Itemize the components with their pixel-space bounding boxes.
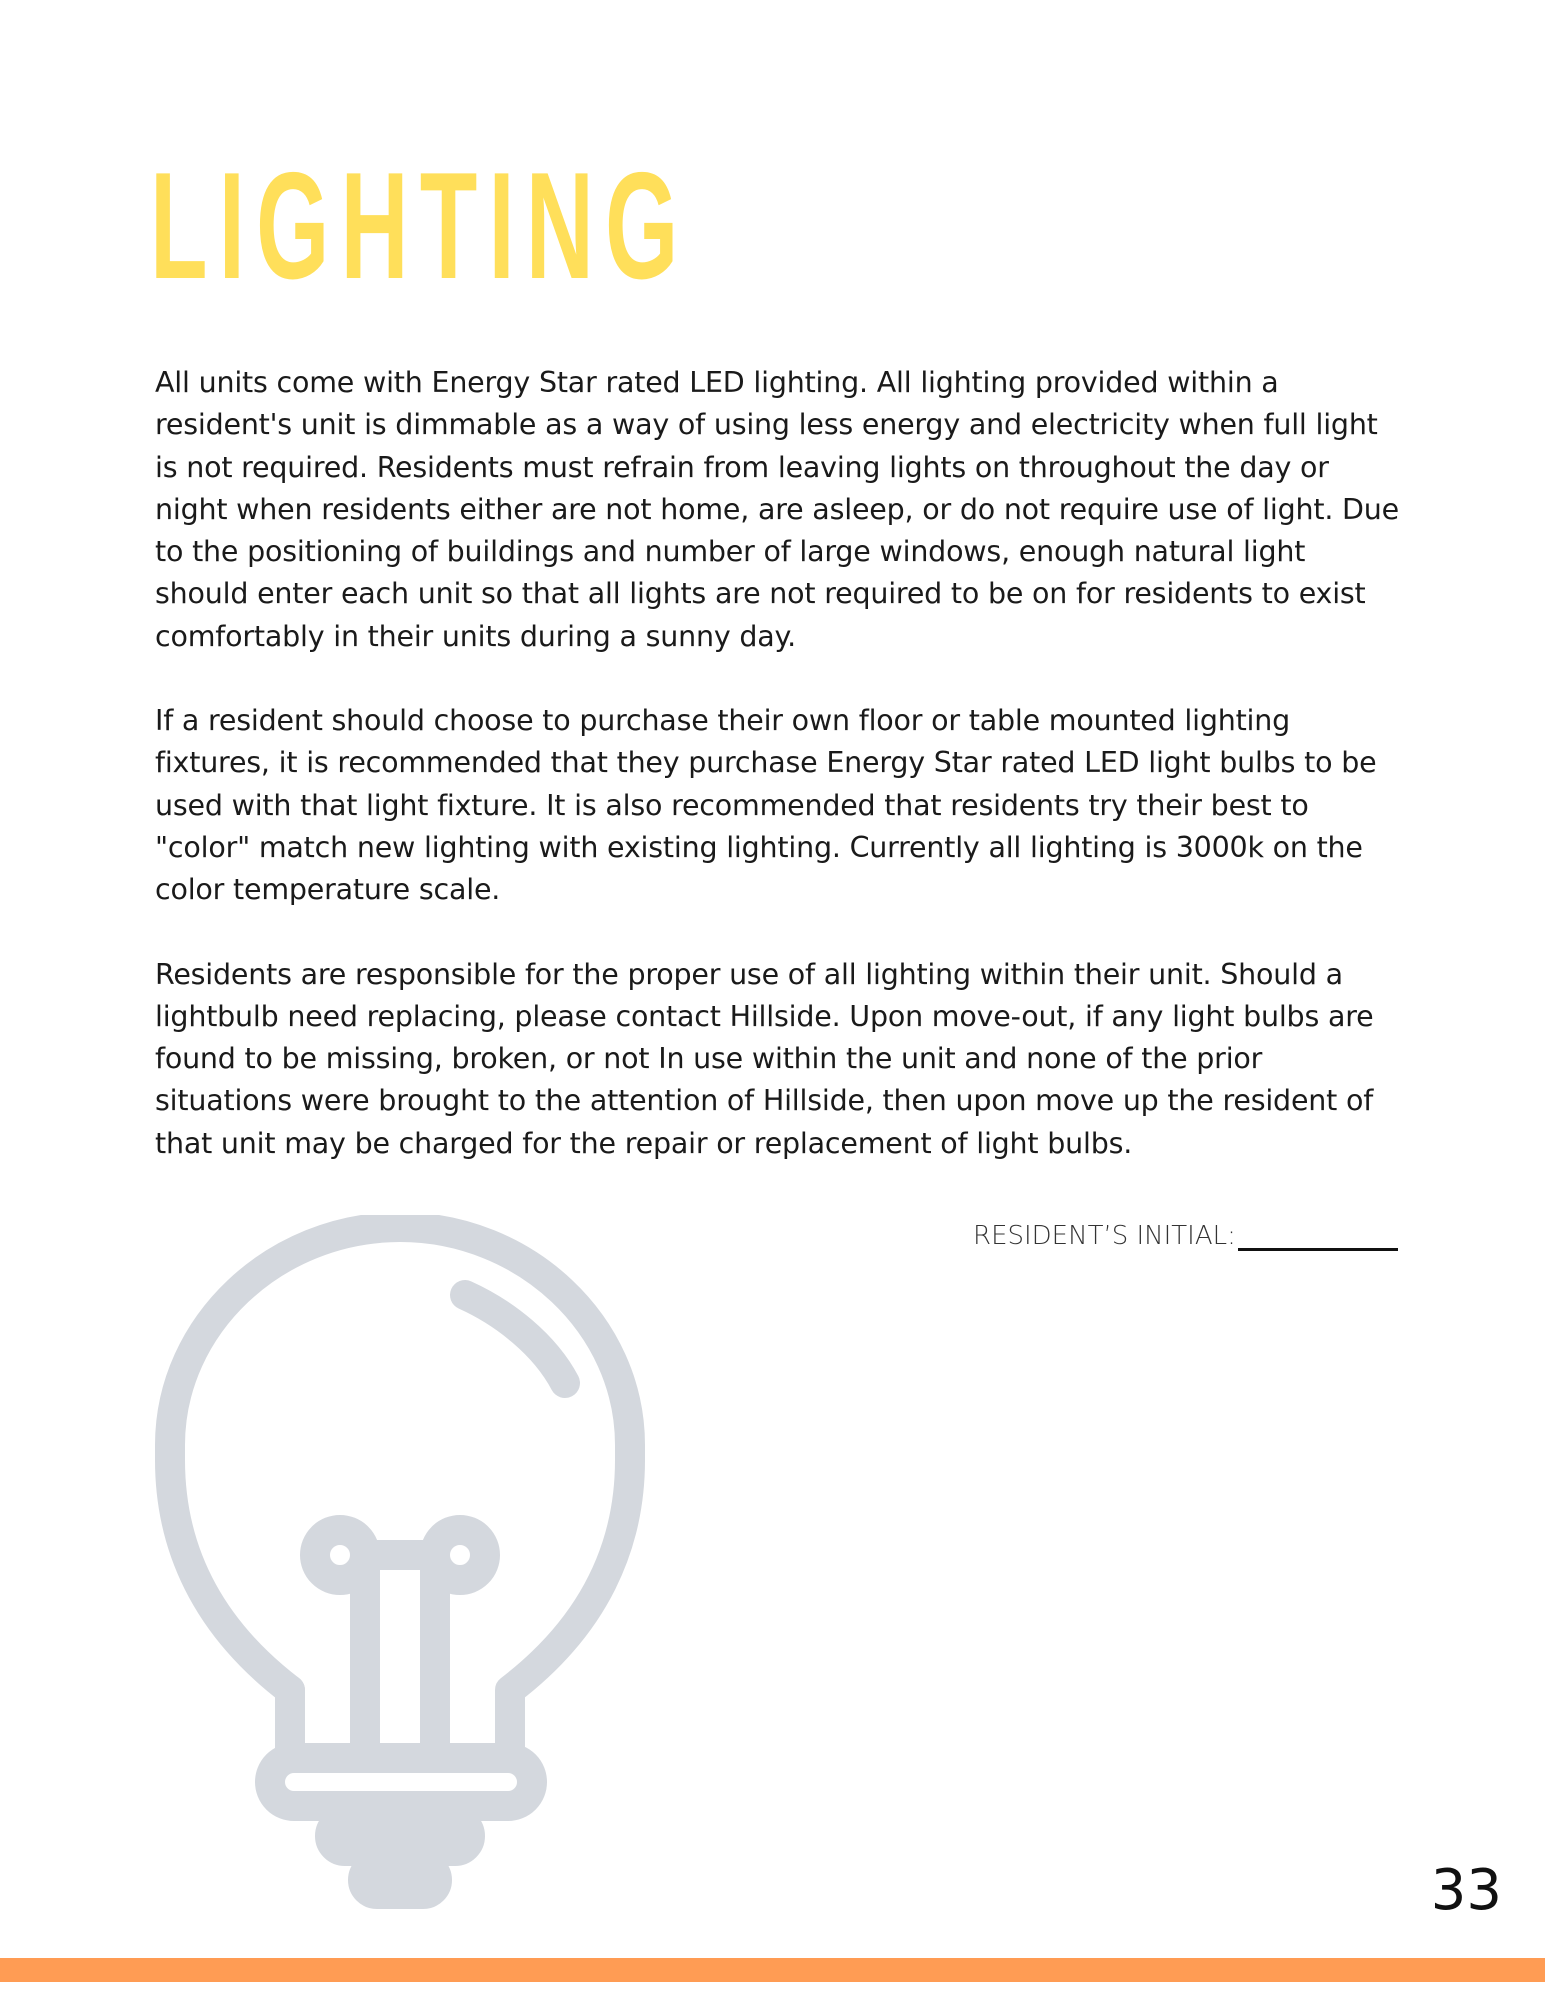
bulb-base-tip <box>363 1866 437 1894</box>
paragraph-energy-star: All units come with Energy Star rated LED lighting. All lighting provided within a resident's unit is dimmable as a way of using less energy and electricity when full light is not required. Residents must refrain from leaving lights on throughout the day or night when residents either are not home, are asleep, or do not require use of light. Due to the positioning of buildings and number of large windows, enough natural light should enter each unit so that all lights are not required to be on for residents to exist comfortably in their units during a sunny day. <box>155 366 1399 653</box>
body-text <box>155 362 1400 1207</box>
page-number: 33 <box>1430 1858 1502 1923</box>
page-title: LIGHTING <box>150 141 690 311</box>
resident-initials <box>973 1218 1398 1251</box>
paragraph-purchasing-fixtures: If a resident should choose to purchase their own floor or table mounted lighting fixtures, it is recommended that they purchase Energy Star rated LED light bulbs to be used with that light fixture. It is also recommended that residents try their best to "color" match new lighting with existing lighting. Currently all lighting is 3000k on the color temperature scale. <box>155 704 1377 907</box>
lightbulb-icon <box>150 1215 650 1915</box>
bottom-accent-bar <box>0 1958 1545 1982</box>
bulb-base-ring-2 <box>330 1821 470 1851</box>
filament-right-loop <box>435 1530 485 1580</box>
bulb-highlight <box>465 1295 565 1383</box>
initials-label: RESIDENT’S INITIAL: <box>973 1221 1236 1251</box>
paragraph-responsibility: Residents are responsible for the proper use of all lighting within their unit. Should a lightbulb need replacing, please contact Hillside. Upon move-out, if any light bulbs are found to be missing, broken, or not In use within the unit and none of the prior situations were brought to the attention of Hillside, then upon move up the resident of that unit may be charged for the repair or replacement of light bulbs. <box>155 957 1374 1160</box>
initials-signature-line[interactable] <box>1238 1218 1398 1251</box>
bulb-globe <box>170 1227 630 1755</box>
filament-left-loop <box>315 1530 365 1580</box>
bulb-base-ring-1 <box>270 1758 532 1806</box>
